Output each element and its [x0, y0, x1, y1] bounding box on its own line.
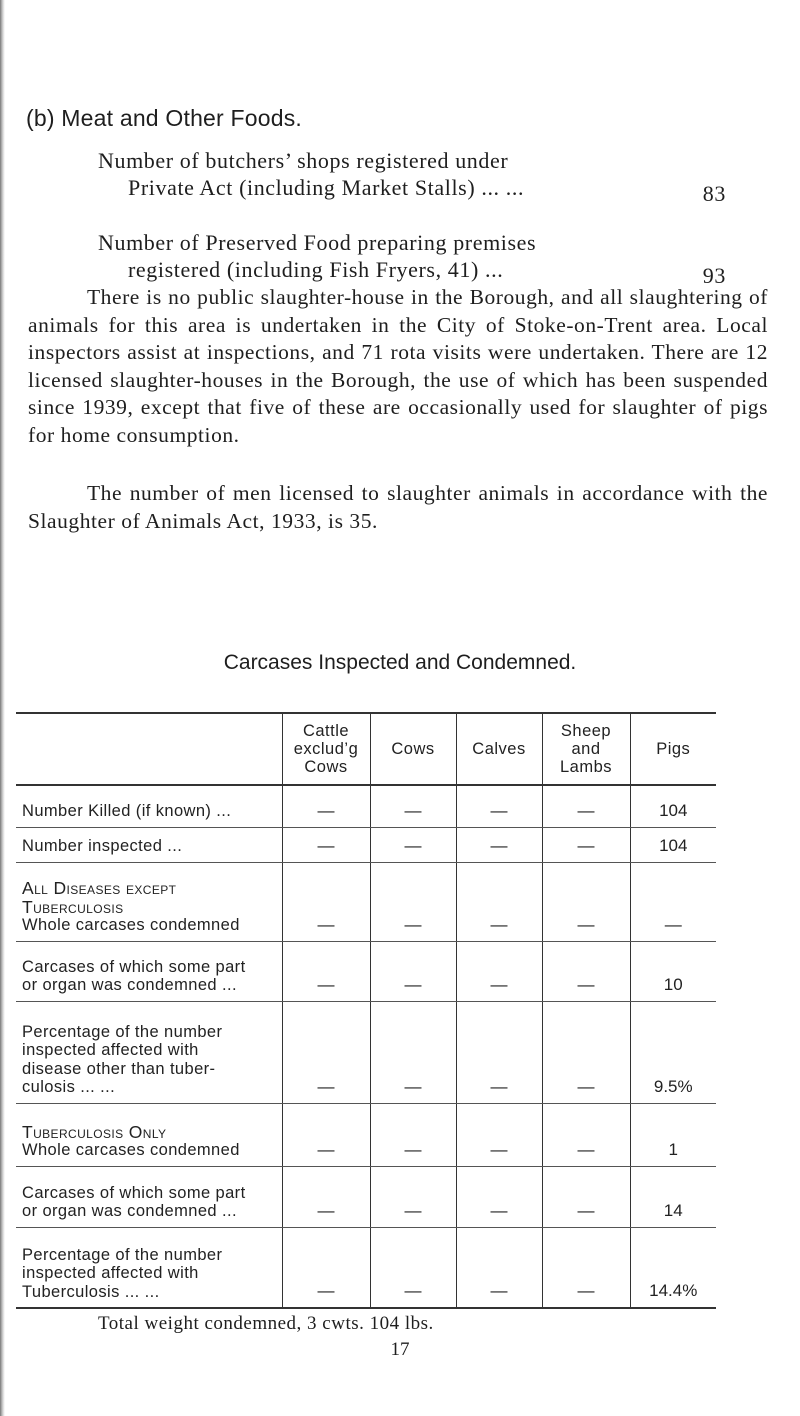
table-cell: —: [282, 1227, 370, 1308]
row-label-line: or organ was condemned ...: [22, 976, 237, 994]
row-label: [16, 827, 282, 862]
registration-text-line-2: Private Act (including Market Stalls) ... ...: [128, 175, 525, 200]
column-header: Cows: [370, 713, 456, 785]
table-row: [16, 785, 716, 827]
row-label-line: Percentage of the number: [22, 1022, 223, 1041]
table-cell: —: [542, 1103, 630, 1166]
table-row: [16, 862, 716, 941]
table-cell: —: [282, 941, 370, 1001]
table-header-row: [16, 713, 716, 785]
row-label-line: Tuberculosis: [22, 896, 124, 917]
row-label-line: Number inspected ...: [22, 837, 183, 855]
table-row: [16, 941, 716, 1001]
row-label: [16, 785, 282, 827]
table-cell: —: [456, 862, 542, 941]
table-cell: 14: [630, 1166, 716, 1227]
table-cell: 1: [630, 1103, 716, 1166]
table-cell: —: [542, 1227, 630, 1308]
registration-butchers-shops: [98, 147, 726, 206]
table-cell: —: [542, 1001, 630, 1103]
row-label-line: Whole carcases condemned: [22, 1141, 240, 1159]
table-row: [16, 1001, 716, 1103]
row-label: [16, 941, 282, 1001]
column-header: Cattle exclud’g Cows: [282, 713, 370, 785]
table-row: [16, 1103, 716, 1166]
table-cell: —: [370, 1227, 456, 1308]
table-title: Carcases Inspected and Condemned.: [223, 651, 577, 674]
table-cell: —: [370, 785, 456, 827]
row-label-line: Whole carcases condemned: [22, 916, 240, 934]
table-cell: —: [370, 1103, 456, 1166]
page-number: 17: [390, 1339, 410, 1360]
row-label-line: Carcases of which some part: [22, 1183, 246, 1202]
table-cell: 104: [630, 785, 716, 827]
table-cell: 104: [630, 827, 716, 862]
table-cell: —: [282, 1103, 370, 1166]
row-label-line: or organ was condemned ...: [22, 1202, 237, 1220]
table-cell: —: [542, 862, 630, 941]
registration-text-line-2: registered (including Fish Fryers, 41) ...: [128, 257, 504, 282]
table-cell: —: [456, 785, 542, 827]
table-cell: —: [456, 1227, 542, 1308]
table-cell: —: [370, 941, 456, 1001]
table-cell: —: [282, 1001, 370, 1103]
table-cell: —: [456, 941, 542, 1001]
row-label-line: Percentage of the number: [22, 1245, 223, 1264]
table-cell: —: [282, 827, 370, 862]
table-cell: —: [370, 827, 456, 862]
registration-preserved-food-premises: [98, 229, 726, 288]
table-cell: —: [630, 862, 716, 941]
row-label-line: culosis ... ...: [22, 1078, 116, 1096]
table-row: [16, 827, 716, 862]
registration-count: 93: [702, 263, 726, 288]
row-label: [16, 1227, 282, 1308]
table-cell: —: [542, 1166, 630, 1227]
column-header: Sheep and Lambs: [542, 713, 630, 785]
table-cell: —: [282, 1166, 370, 1227]
table-cell: —: [370, 862, 456, 941]
table-cell: —: [456, 1001, 542, 1103]
row-label-line: All Diseases except: [22, 878, 177, 898]
table-row: [16, 1227, 716, 1308]
slaughter-house-paragraph: There is no public slaughter-house in the Borough, and all slaughtering of animals for this area is undertaken in the City of Stoke-on-Trent area. Local inspectors assist at inspections, and 71 rota visits were undertaken. There are 12 licensed slaughter-houses in the Borough, the use of which has been suspended since 1939, except that five of these are occasionally used for slaughter of pigs for home consumption.: [28, 285, 768, 447]
row-label: [16, 862, 282, 941]
total-weight-condemned: Total weight condemned, 3 cwts. 104 lbs.: [98, 1313, 434, 1334]
table-cell: —: [456, 1103, 542, 1166]
row-label: [16, 1001, 282, 1103]
column-header: Calves: [456, 713, 542, 785]
row-label-line: Number Killed (if known) ...: [22, 802, 232, 820]
table-cell: 14.4%: [630, 1227, 716, 1308]
row-label-line: Tuberculosis Only: [22, 1121, 167, 1142]
row-label-line: Carcases of which some part: [22, 957, 246, 976]
table-row: [16, 1166, 716, 1227]
header-blank: [16, 713, 282, 785]
table-cell: —: [456, 1166, 542, 1227]
table-cell: —: [542, 827, 630, 862]
registration-count: 83: [702, 181, 726, 206]
table-cell: —: [370, 1166, 456, 1227]
licensed-men-paragraph: The number of men licensed to slaughter animals in accordance with the Slaughter of Animals Act, 1933, is 35.: [28, 481, 768, 533]
table-cell: 9.5%: [630, 1001, 716, 1103]
row-label-line: Tuberculosis ... ...: [22, 1282, 160, 1301]
column-header: Pigs: [630, 713, 716, 785]
row-label-line: inspected affected with: [22, 1041, 199, 1059]
table-cell: —: [282, 785, 370, 827]
table-cell: —: [542, 941, 630, 1001]
registration-text-line-1: Number of butchers’ shops registered under: [98, 148, 509, 173]
carcases-table: [16, 712, 716, 1309]
table-cell: —: [542, 785, 630, 827]
table-cell: —: [370, 1001, 456, 1103]
registration-text-line-1: Number of Preserved Food preparing premises: [98, 230, 537, 255]
row-label-line: inspected affected with: [22, 1264, 199, 1282]
table-cell: —: [456, 827, 542, 862]
row-label: [16, 1166, 282, 1227]
table-cell: —: [282, 862, 370, 941]
row-label: [16, 1103, 282, 1166]
table-cell: 10: [630, 941, 716, 1001]
binding-edge: [0, 0, 5, 1416]
section-heading: (b) Meat and Other Foods.: [26, 105, 303, 131]
row-label-line: disease other than tuber-: [22, 1059, 216, 1078]
